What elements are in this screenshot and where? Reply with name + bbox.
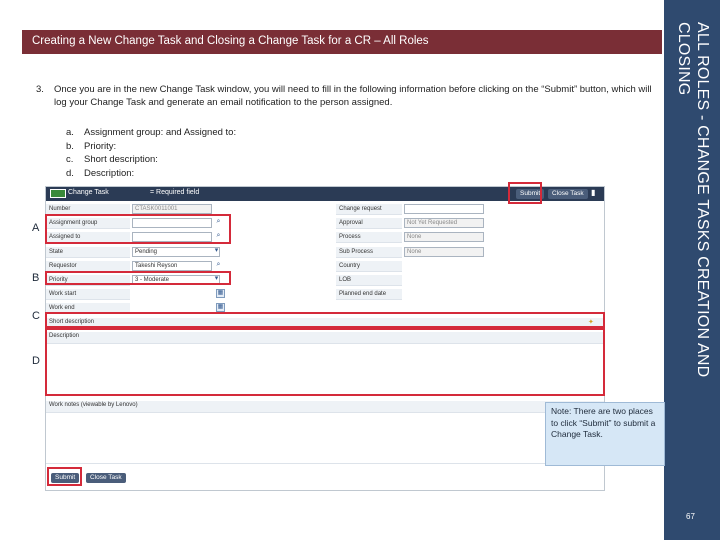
- list-item: d. Description:: [66, 167, 135, 179]
- close-task-button-top[interactable]: Close Task: [548, 189, 588, 199]
- highlight-submit-top: [508, 182, 542, 204]
- submit-button-top[interactable]: Submit: [516, 189, 544, 199]
- page-number: 67: [686, 512, 695, 521]
- chevron-down-icon[interactable]: ▾: [214, 275, 219, 282]
- step-number: 3.: [36, 84, 44, 95]
- label-change-request: Change request: [336, 204, 402, 215]
- attachment-icon[interactable]: ▮: [591, 188, 596, 197]
- search-icon[interactable]: ⌕: [216, 261, 221, 268]
- title-bar: [22, 30, 662, 54]
- close-task-button-bottom[interactable]: Close Task: [86, 473, 126, 483]
- label-state: State: [46, 247, 130, 258]
- note-callout: Note: There are two places to click “Submit” to submit a Change Task.: [545, 402, 665, 466]
- label-number: Number: [46, 204, 130, 215]
- label-assignment-group: Assignment group: [46, 218, 130, 229]
- chevron-down-icon[interactable]: ▾: [214, 247, 219, 254]
- label-work-start: Work start: [46, 289, 130, 300]
- side-title-line-1: ALL ROLES - CHANGE TASKS CREATION AND: [694, 22, 711, 378]
- form-tag-icon: [50, 189, 66, 198]
- label-country: Country: [336, 261, 402, 272]
- label-approval: Approval: [336, 218, 402, 229]
- change-request-field[interactable]: [404, 204, 484, 214]
- search-icon[interactable]: ⌕: [216, 232, 221, 239]
- label-process: Process: [336, 232, 402, 243]
- approval-select: Not Yet Requested: [404, 218, 484, 228]
- marker-d: D: [32, 355, 40, 367]
- highlight-assignment: [45, 214, 231, 244]
- calendar-icon[interactable]: ▦: [217, 304, 224, 310]
- page-title: Creating a New Change Task and Closing a Change Task for a CR – All Roles: [32, 35, 429, 47]
- marker-b: B: [32, 272, 40, 284]
- side-title: [668, 22, 718, 462]
- state-select[interactable]: Pending: [132, 247, 220, 257]
- list-item: a. Assignment group: and Assigned to:: [66, 127, 237, 138]
- sub-list: [66, 126, 236, 180]
- label-requestor: Requestor: [46, 261, 130, 272]
- requestor-field[interactable]: Takeshi Reyson: [132, 261, 212, 271]
- sub-process-select[interactable]: None: [404, 247, 484, 257]
- work-notes-row: [46, 401, 604, 413]
- marker-c: C: [32, 310, 40, 322]
- list-item: b. Priority:: [66, 140, 117, 152]
- label-planned-end-date: Planned end date: [336, 289, 402, 300]
- label-lob: LOB: [336, 275, 402, 286]
- label-work-notes: Work notes (viewable by Lenovo): [49, 402, 138, 408]
- search-icon[interactable]: ⌕: [216, 218, 221, 225]
- required-note: = Required field: [150, 189, 200, 196]
- highlight-priority: [45, 271, 231, 285]
- process-select[interactable]: None: [404, 232, 484, 242]
- marker-a: A: [32, 222, 40, 234]
- label-description: Description: [49, 333, 80, 339]
- highlight-short-description: [45, 312, 605, 328]
- number-field: CTASK0011001: [132, 204, 212, 214]
- priority-select[interactable]: 3 - Moderate: [132, 275, 220, 285]
- side-title-line-2: CLOSING: [675, 22, 692, 96]
- step-text: Once you are in the new Change Task window, you will need to fill in the following information before clicking on the “Submit” button, which will log your Change Task and generate an email notification to the person assigned.: [54, 84, 652, 108]
- label-work-end: Work end: [46, 303, 130, 314]
- calendar-icon[interactable]: ▦: [217, 290, 224, 296]
- work-notes-field[interactable]: [46, 414, 604, 464]
- lightbulb-icon[interactable]: ✦: [588, 319, 594, 326]
- submit-button-bottom[interactable]: Submit: [51, 473, 79, 483]
- label-assigned-to: Assigned to: [46, 232, 130, 243]
- label-sub-process: Sub Process: [336, 247, 402, 258]
- label-short-description: Short description: [49, 319, 95, 325]
- label-priority: Priority: [46, 275, 130, 286]
- list-item: c. Short description:: [66, 154, 158, 165]
- form-header-title: Change Task: [68, 189, 109, 196]
- highlight-submit-bottom: [47, 467, 82, 486]
- highlight-description: [45, 328, 605, 396]
